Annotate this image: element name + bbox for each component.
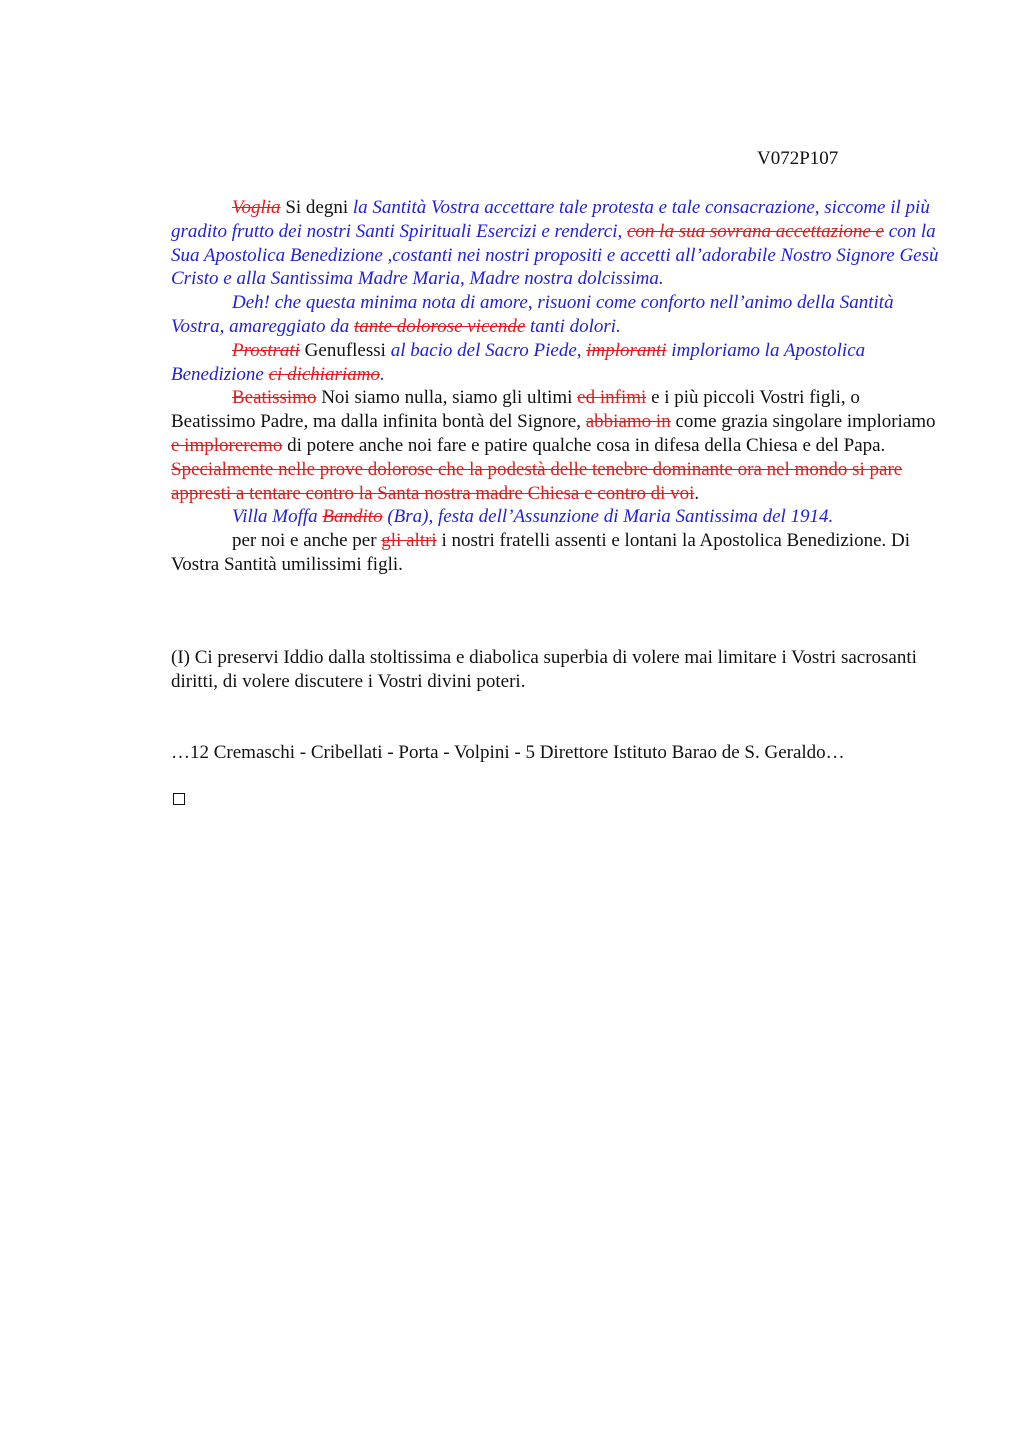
paragraph xyxy=(171,529,941,577)
deleted-text: tante dolorose vicende xyxy=(353,315,526,337)
text: . xyxy=(694,482,700,504)
deleted-text: e imploreremo xyxy=(171,434,283,456)
inserted-text: Deh! che questa minima nota di amore, risuoni come conforto nell’animo della Santità Vostra, amareggiato da xyxy=(171,292,894,337)
page-id: V072P107 xyxy=(757,148,839,169)
inserted-text: Villa Moffa xyxy=(232,506,323,528)
letter-body xyxy=(171,196,941,577)
inserted-text: la Santità Vostra accettare tale protesta e tale consacrazione, siccome il più gradito frutto dei nostri Santi Spirituali Esercizi e renderci, xyxy=(171,197,930,242)
paragraph xyxy=(171,505,941,529)
deleted-text: ed infimi xyxy=(577,387,647,409)
deleted-text: Voglia xyxy=(232,197,281,218)
paragraph xyxy=(171,339,941,387)
paragraph xyxy=(171,196,941,291)
inserted-text: tanti dolori. xyxy=(525,315,621,337)
inserted-text: al bacio del Sacro Piede, xyxy=(390,339,587,361)
text: per noi e anche per xyxy=(232,530,382,552)
deleted-text: abbiamo in xyxy=(585,411,671,433)
text: di potere anche noi fare e patire qualche cosa in difesa della Chiesa e del Papa. xyxy=(282,434,886,456)
text: i nostri fratelli assenti e lontani la Apostolica Benedizione. Di Vostra Santità umilissimi figli. xyxy=(171,530,911,575)
deleted-text: Bandito xyxy=(322,506,383,528)
footnote: (I) Ci preservi Iddio dalla stoltissima e diabolica superbia di volere mai limitare i Vostri sacrosanti diritti, di volere discutere i Vostri divini poteri. xyxy=(171,647,917,692)
deleted-text: imploranti xyxy=(586,339,667,361)
deleted-text: Specialmente nelle prove dolorose che la podestà delle tenebre dominante ora nel mondo si pare appresti a tentare contro la Santa nostra madre Chiesa e contro di voi xyxy=(171,458,903,504)
inserted-text: imploriamo la Apostolica Benedizione xyxy=(171,339,866,385)
text: Si degni xyxy=(280,197,353,218)
text: Noi siamo nulla, siamo gli ultimi xyxy=(316,387,578,409)
inserted-text: . xyxy=(379,363,385,385)
text: Genuflessi xyxy=(299,339,391,361)
inserted-text: con la Sua Apostolica Benedizione ,costanti nei nostri propositi e accetti all’adorabile Nostro Signore Gesù Cristo e alla Santissima Madre Maria, Madre nostra dolcissima. xyxy=(171,220,939,290)
deleted-text: gli altri xyxy=(381,530,437,552)
deleted-text: Beatissimo xyxy=(232,387,317,409)
inserted-text: (Bra), festa dell’Assunzione di Maria Santissima del 1914. xyxy=(382,506,834,528)
deleted-text: con la sua sovrana accettazione e xyxy=(626,220,884,242)
deleted-text: Prostrati xyxy=(232,339,300,361)
text: come grazia singolare imploriamo xyxy=(670,411,936,433)
paragraph xyxy=(171,386,941,505)
empty-square-icon xyxy=(173,793,185,805)
paragraph xyxy=(171,291,941,339)
deleted-text: ci dichiariamo xyxy=(268,363,380,385)
text: e i più piccoli Vostri figli, o Beatissimo Padre, ma dalla infinita bontà del Signore, xyxy=(171,387,860,433)
names-line: …12 Cremaschi - Cribellati - Porta - Volpini - 5 Direttore Istituto Barao de S. Geraldo… xyxy=(171,742,845,763)
